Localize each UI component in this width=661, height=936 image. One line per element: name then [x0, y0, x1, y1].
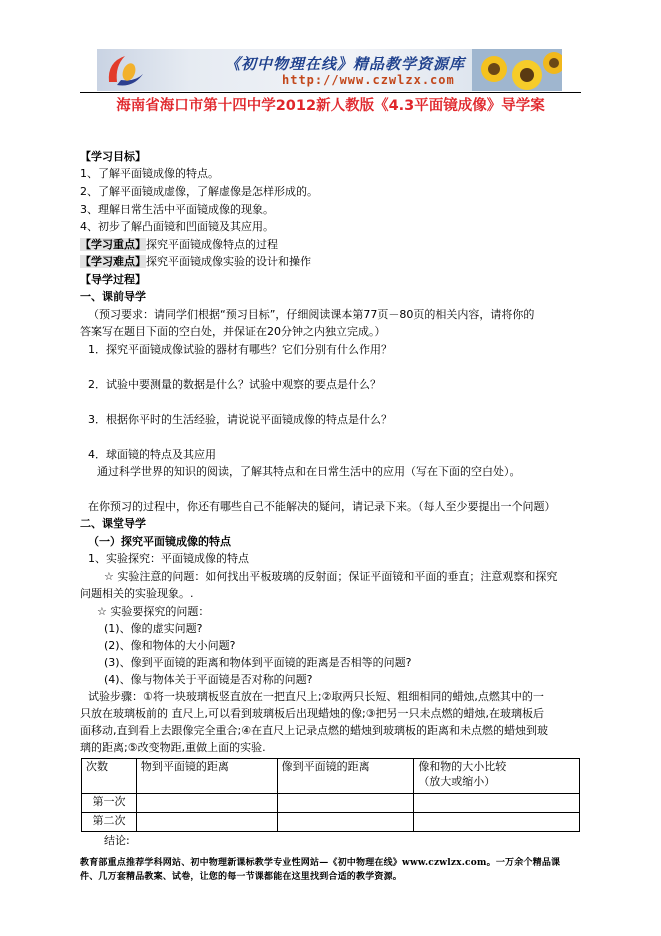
preview-requirement-line2: 答案写在题目下面的空白处，并保证在20分钟之内独立完成。）	[80, 325, 386, 338]
footer-line2: 件、几万套精品教案、试卷，让您的每一节课都能在这里找到合适的教学资源。	[80, 872, 403, 882]
preview-question-4-note: 通过科学世界的知识的阅读，了解其特点和在日常生活中的应用（写在下面的空白处）。	[97, 465, 521, 478]
document-title: 海南省海口市第十四中学2012新人教版《4.3平面镜成像》导学案	[116, 98, 545, 114]
sunflower-decoration-icon	[472, 49, 562, 91]
experiment-table	[81, 758, 580, 832]
banner-title: 《初中物理在线》精品教学资源库	[225, 55, 466, 73]
steps-line: 面移动,直到看上去跟像完全重合;④在直尺上记录点燃的蜡烛到玻璃板的距离和未点燃的蜡烛到玻	[80, 724, 549, 737]
table-header-cell: 像到平面镜的距离	[277, 759, 414, 794]
preview-question-2: 2．试验中要测量的数据是什么？试验中观察的要点是什么？	[88, 378, 381, 391]
preview-question-1: 1．探究平面镜成像试验的器材有哪些？它们分别有什么作用？	[88, 343, 392, 356]
difficulty-text: 探究平面镜成像实验的设计和操作	[146, 255, 311, 268]
table-cell[interactable]	[277, 813, 414, 832]
explore-item: (2)、像和物体的大小问题?	[104, 639, 236, 652]
table-cell[interactable]	[277, 794, 414, 813]
table-cell[interactable]	[414, 813, 580, 832]
key-point-line	[80, 237, 278, 252]
preview-question-4: 4．球面镜的特点及其应用	[88, 448, 216, 461]
footer-line1: 教育部重点推荐学科网站、初中物理新课标教学专业性网站—《初中物理在线》www.czwlzx.com。一万余个精品课	[80, 858, 561, 868]
explore-heading: ☆ 实验要探究的问题：	[97, 605, 210, 618]
class-heading: 二、课堂导学	[80, 517, 146, 530]
preview-doubts: 在你预习的过程中，你还有哪些自己不能解决的疑问，请记录下来。（每人至少要提出一个问题）	[88, 500, 556, 513]
header-divider	[80, 92, 581, 93]
footer	[80, 856, 585, 884]
table-row-label: 第二次	[82, 813, 137, 832]
table-header-size-compare: 像和物的大小比较	[418, 760, 507, 773]
goal-item: 4、初步了解凸面镜和凹面镜及其应用。	[80, 220, 274, 233]
key-point-text: 探究平面镜成像特点的过程	[146, 238, 278, 251]
goal-item: 3、理解日常生活中平面镜成像的现象。	[80, 203, 274, 216]
key-point-label: 【学习重点】	[80, 238, 146, 251]
banner-url[interactable]: http://www.czwlzx.com	[282, 73, 455, 87]
process-heading: 【导学过程】	[80, 273, 146, 286]
table-cell[interactable]	[136, 813, 277, 832]
table-header-cell	[414, 759, 580, 794]
preview-question-3: 3．根据你平时的生活经验，请说说平面镜成像的特点是什么？	[88, 413, 392, 426]
steps-line: 试验步骤：①将一块玻璃板竖直放在一把直尺上;②取两只长短、粗细相同的蜡烛,点燃其中的一	[88, 690, 544, 703]
class-subheading: （一）探究平面镜成像的特点	[88, 535, 231, 548]
table-cell[interactable]	[136, 794, 277, 813]
table-header-size-note: （放大或缩小）	[418, 775, 496, 788]
table-header-row	[82, 759, 580, 794]
table-header-cell: 次数	[82, 759, 137, 794]
table-cell[interactable]	[414, 794, 580, 813]
table-row-label: 第一次	[82, 794, 137, 813]
explore-item: (3)、像到平面镜的距离和物体到平面镜的距离是否相等的问题?	[104, 656, 412, 669]
steps-line: 只放在玻璃板前的 直尺上,可以看到玻璃板后出现蜡烛的像;③把另一只未点燃的蜡烛,在玻璃板后	[80, 707, 545, 720]
explore-item: (1)、像的虚实问题?	[104, 622, 203, 635]
table-header-cell: 物到平面镜的距离	[136, 759, 277, 794]
experiment-title: 1、实验探究：平面镜成像的特点	[88, 552, 249, 565]
conclusion-label: 结论:	[104, 834, 130, 847]
goal-item: 2、了解平面镜成虚像，了解虚像是怎样形成的。	[80, 185, 318, 198]
goal-item: 1、了解平面镜成像的特点。	[80, 167, 219, 180]
preview-heading: 一、课前导学	[80, 290, 146, 303]
experiment-notice-line1: ☆ 实验注意的问题：如何找出平板玻璃的反射面；保证平面镜和平面的垂直；注意观察和探究	[104, 570, 558, 583]
header-banner	[97, 49, 562, 91]
table-row	[82, 794, 580, 813]
site-logo-icon	[103, 52, 147, 89]
steps-line: 璃的距离;⑤改变物距,重做上面的实验.	[80, 741, 266, 754]
table-row	[82, 813, 580, 832]
difficulty-label: 【学习难点】	[80, 255, 146, 268]
experiment-notice-line2: 问题相关的实验现象。.	[80, 587, 194, 600]
explore-item: (4)、像与物体关于平面镜是否对称的问题?	[104, 673, 313, 686]
difficulty-line	[80, 254, 311, 269]
goals-heading: 【学习目标】	[80, 150, 146, 163]
preview-requirement-line1: （预习要求：请同学们根据“预习目标”，仔细阅读课本第77页－80页的相关内容，请将你的	[88, 308, 535, 321]
